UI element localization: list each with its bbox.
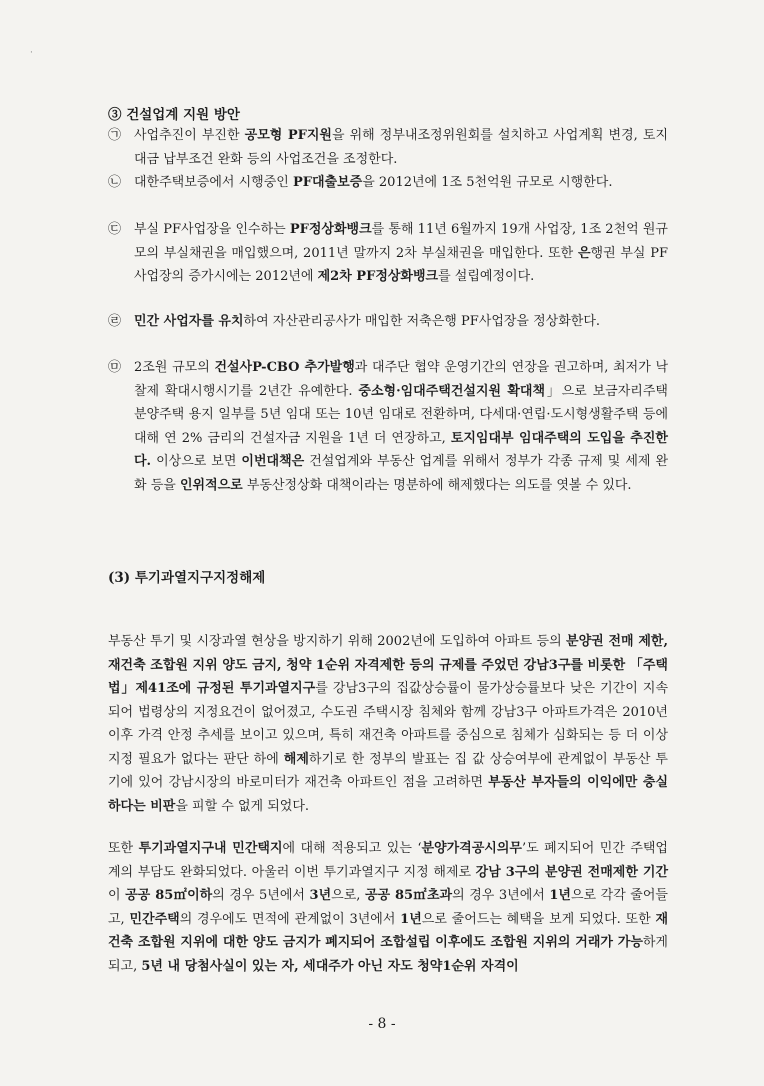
list-item	[108, 356, 668, 497]
item-marker: ㉡	[108, 175, 122, 190]
item-marker: ㉤	[108, 360, 122, 375]
item-text: 대한주택보증에서 시행중인 PF대출보증을 2012년에 1조 5천억원 규모로 시행한다.	[134, 175, 613, 190]
body-paragraph: 부동산 투기 및 시장과열 현상을 방지하기 위해 2002년에 도입하여 아파트 등의 분양권 전매 제한, 재건축 조합원 지위 양도 금지, 청약 1순위 자격제한 등의 규제를 주었던 강남3구를 비롯한 「주택법」제41조에 규정된 투기과열지구를 강남3구의 집값상승률이 물가상승률보다 낮은 기간이 지속되어 법령상의 지정요건이 없어졌고, 수도권 주택시장 침체와 함께 강남3구 아파트가격은 2010년 이후 가격 안정 추세를 보이고 있으며, 특히 재건축 아파트를 중심으로 침체가 심화되는 등 더 이상 지정 필요가 없다는 판단 하에 해제하기로 한 정부의 발표는 집 값 상승여부에 관계없이 부동산 투기에 있어 강남시장의 바로미터가 재건축 아파트인 점을 고려하면 부동산 부자들의 이익에만 충실하다는 비판을 피할 수 없게 되었다.	[108, 634, 669, 814]
item-marker: ㉢	[108, 222, 122, 237]
list-item	[108, 310, 668, 334]
item-text: 부실 PF사업장을 인수하는 PF정상화뱅크를 통해 11년 6월까지 19개 사업장, 1조 2천억 원규모의 부실채권을 매입했으며, 2011년 말까지 2차 부실채권을 매입한다. 또한 은행권 부실 PF사업장의 증가시에는 2012년에 제2차 PF정상화뱅크를 설립예정이다.	[134, 222, 669, 284]
page-number: - 8 -	[368, 1016, 396, 1032]
item-text: 민간 사업자를 유치하여 자산관리공사가 매입한 저축은행 PF사업장을 정상화한다.	[134, 314, 601, 329]
list-item	[108, 218, 668, 289]
item-text: 사업추진이 부진한 공모형 PF지원을 위해 정부내조정위원회를 설치하고 사업계획 변경, 토지대금 납부조건 완화 등의 사업조건을 조정한다.	[134, 128, 668, 167]
item-text: 2조원 규모의 건설사P-CBO 추가발행과 대주단 협약 운영기간의 연장을 권고하며, 최저가 낙찰제 확대시행시기를 2년간 유예한다. 중소형·임대주택건설지원 확대책」으로 보금자리주택 분양주택 용지 일부를 5년 임대 또는 10년 임대로 전환하며, 다세대·연립·도시형생활주택 등에 대해 연 2% 금리의 건설자금 지원을 1년 더 연장하고, 토지임대부 임대주택의 도입을 추진한다. 이상으로 보면 이번대책은 건설업계와 부동산 업계를 위해서 정부가 각종 규제 및 세제 완화 등을 인위적으로 부동산정상화 대책이라는 명분하에 해제했다는 의도를 엿볼 수 있다.	[134, 360, 669, 493]
list-item	[108, 171, 668, 195]
section-heading-support: ③ 건설업계 지원 방안	[108, 107, 240, 123]
item-marker: ㉣	[108, 314, 122, 329]
section-heading-deregulation: (3) 투기과열지구지정해제	[108, 570, 266, 586]
item-marker: ㉠	[108, 128, 122, 143]
body-paragraph: 또한 투기과열지구내 민간택지에 대해 적용되고 있는 ‘분양가격공시의무’도 폐지되어 민간 주택업계의 부담도 완화되었다. 아울러 이번 투기과열지구 지정 해제로 강남 3구의 분양권 전매제한 기간이 공공 85㎡이하의 경우 5년에서 3년으로, 공공 85㎡초과의 경우 3년에서 1년으로 각각 줄어들고, 민간주택의 경우에도 면적에 관계없이 3년에서 1년으로 줄어드는 혜택을 보게 되었다. 또한 재건축 조합원 지위에 대한 양도 금지가 폐지되어 조합설립 이후에도 조합원 지위의 거래가 가능하게 되고, 5년 내 당첨사실이 있는 자, 세대주가 아닌 자도 청약1순위 자격이	[108, 841, 669, 974]
scan-speck: ·	[30, 48, 33, 58]
list-item	[108, 124, 668, 171]
